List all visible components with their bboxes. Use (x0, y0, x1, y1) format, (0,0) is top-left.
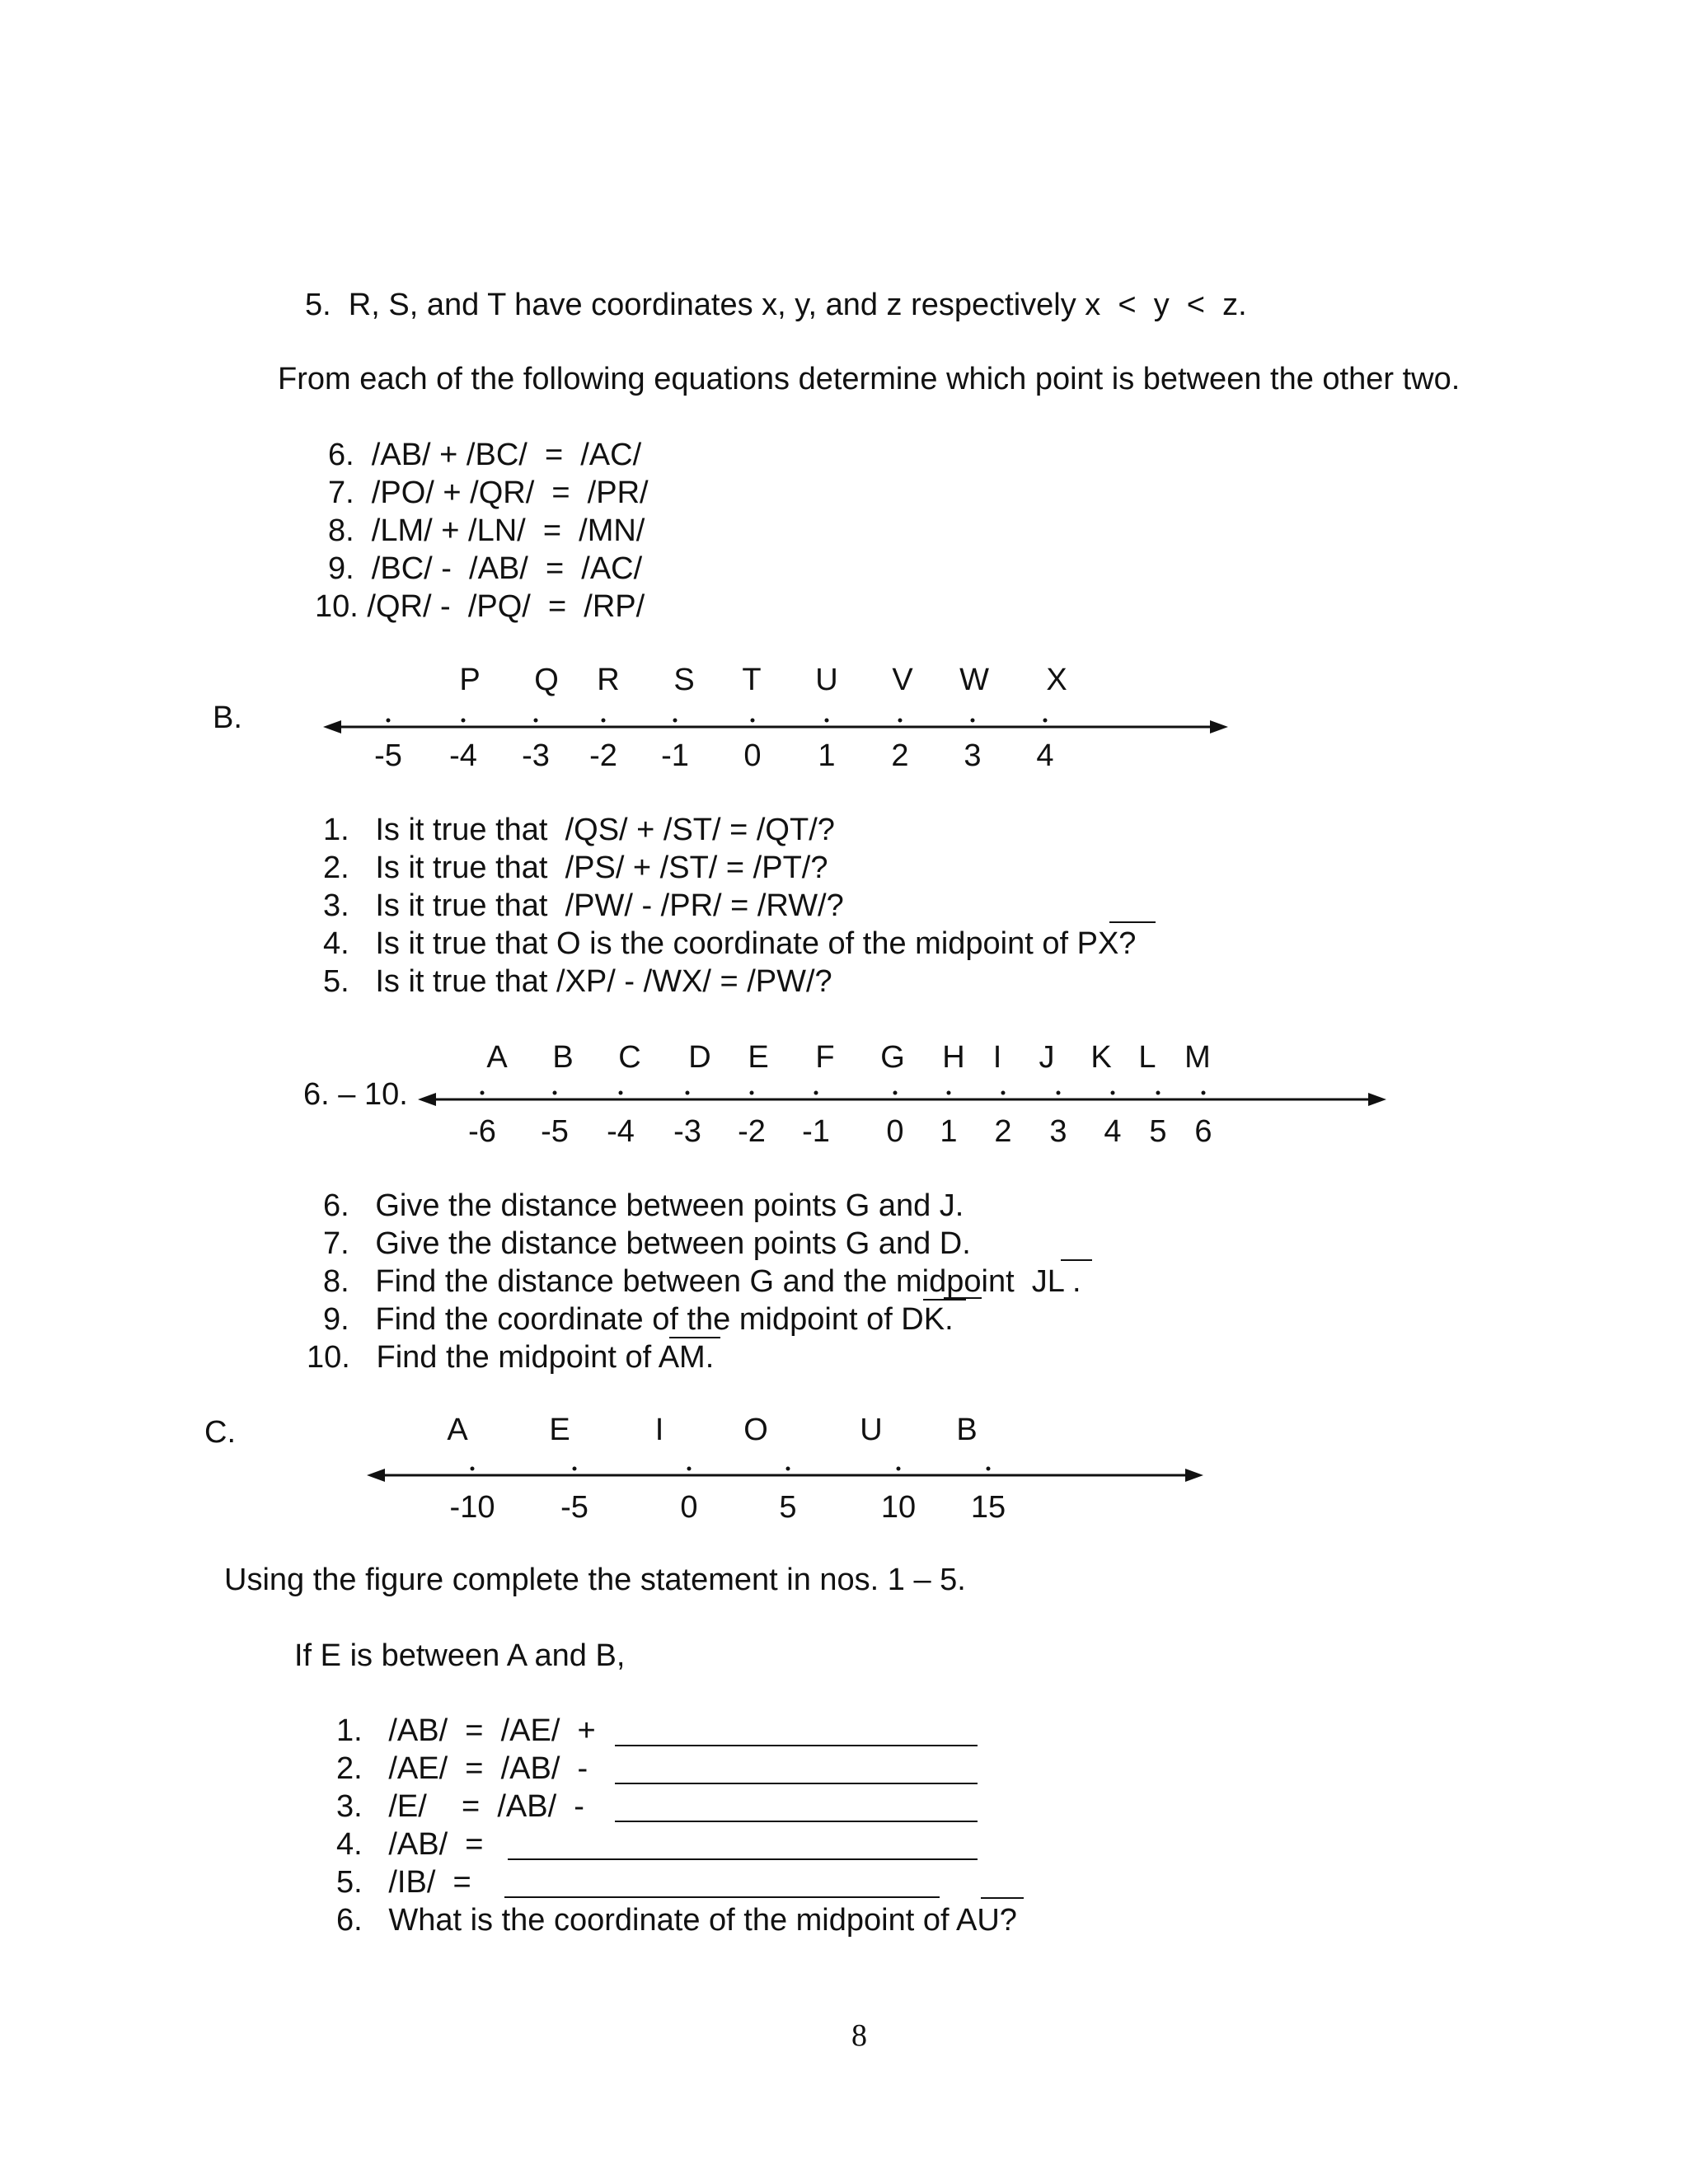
point-label-k: K (1090, 1040, 1112, 1075)
coord-label: 0 (886, 1114, 904, 1149)
point-label-u: U (815, 663, 838, 697)
q6-10-item-6: 6. Give the distance between points G and J. (323, 1188, 964, 1223)
point-label-l: L (1138, 1040, 1156, 1075)
point-label-s: S (673, 663, 695, 697)
section-6-10-label: 6. – 10. (303, 1077, 408, 1112)
point-label-p: P (459, 663, 481, 697)
point-label-e: E (748, 1040, 769, 1075)
point-label-g: G (880, 1040, 905, 1075)
equation-6: 6. /AB/ + /BC/ = /AC/ (328, 438, 642, 472)
c-item-5: 5. /IB/ = (336, 1865, 471, 1900)
tick-mark (897, 1467, 901, 1471)
c-item-4: 4. /AB/ = (336, 1827, 484, 1862)
section-c-instruction: Using the figure complete the statement in nos. 1 – 5. (224, 1563, 966, 1597)
coord-label: 5 (779, 1490, 797, 1525)
point-label-x: X (1046, 663, 1067, 697)
point-label-d: D (688, 1040, 711, 1075)
coord-label: 1 (818, 738, 836, 773)
point-label-e: E (549, 1413, 570, 1447)
c-item-6: 6. What is the coordinate of the midpoint of AU? (336, 1903, 1017, 1938)
answer-blank-4[interactable] (508, 1858, 978, 1860)
equation-10: 10. /QR/ - /PQ/ = /RP/ (315, 589, 645, 624)
b-question-5: 5. Is it true that /XP/ - /WX/ = /PW/? (323, 964, 832, 999)
point-label-f: F (815, 1040, 835, 1075)
coord-label: -1 (802, 1114, 830, 1149)
coord-label: -5 (541, 1114, 569, 1149)
section-c-condition: If E is between A and B, (294, 1638, 626, 1673)
left-arrow-icon (367, 1469, 385, 1482)
coord-label: -4 (607, 1114, 635, 1149)
tick-mark (786, 1467, 790, 1471)
point-label-a: A (447, 1413, 468, 1447)
coord-label: 0 (680, 1490, 698, 1525)
point-label-a: A (486, 1040, 508, 1075)
point-label-c: C (618, 1040, 641, 1075)
coord-label: 2 (891, 738, 909, 773)
answer-blank-5[interactable] (504, 1896, 940, 1898)
coord-label: -2 (738, 1114, 766, 1149)
equation-9: 9. /BC/ - /AB/ = /AC/ (328, 551, 643, 586)
q6-10-item-7: 7. Give the distance between points G and D. (323, 1226, 971, 1261)
coord-label: 4 (1036, 738, 1054, 773)
coord-label: -5 (374, 738, 402, 773)
coord-label: 3 (964, 738, 982, 773)
coord-label: 3 (1049, 1114, 1067, 1149)
point-label-t: T (742, 663, 762, 697)
coord-label: -4 (449, 738, 477, 773)
section-b-label: B. (213, 701, 242, 735)
problem-5-text: 5. R, S, and T have coordinates x, y, and z respectively x < y < z. (305, 288, 1247, 322)
tick-mark (573, 1467, 577, 1471)
point-label-m: M (1184, 1040, 1211, 1075)
c-item-2: 2. /AE/ = /AB/ - (336, 1751, 588, 1786)
point-label-v: V (892, 663, 913, 697)
q6-10-item-8: 8. Find the distance between G and the midpoint JL . (323, 1264, 1081, 1299)
b-question-1: 1. Is it true that /QS/ + /ST/ = /QT/? (323, 813, 835, 847)
point-label-h: H (942, 1040, 965, 1075)
point-label-o: O (743, 1413, 768, 1447)
point-label-q: Q (534, 663, 559, 697)
coord-label: 2 (994, 1114, 1012, 1149)
c-item-3: 3. /E/ = /AB/ - (336, 1789, 584, 1824)
point-label-r: R (597, 663, 620, 697)
coord-label: -3 (522, 738, 550, 773)
coord-label: 1 (940, 1114, 958, 1149)
answer-blank-2[interactable] (615, 1783, 978, 1784)
point-label-j: J (1039, 1040, 1055, 1075)
right-arrow-icon (1185, 1469, 1203, 1482)
point-label-u: U (860, 1413, 883, 1447)
segment-overline-au (981, 1897, 1024, 1899)
point-label-i: I (992, 1040, 1002, 1075)
answer-blank-3[interactable] (615, 1821, 978, 1822)
point-label-w: W (959, 663, 989, 697)
section-c-label: C. (204, 1415, 236, 1450)
coord-label: -2 (589, 738, 617, 773)
tick-mark (687, 1467, 692, 1471)
coord-label: -10 (449, 1490, 495, 1525)
coord-label: 15 (970, 1490, 1006, 1525)
b-question-3: 3. Is it true that /PW/ - /PR/ = /RW/? (323, 888, 844, 923)
point-label-i: I (654, 1413, 664, 1447)
coord-label: 5 (1149, 1114, 1167, 1149)
b-question-4: 4. Is it true that O is the coordinate of the midpoint of PX? (323, 926, 1137, 961)
b-question-2: 2. Is it true that /PS/ + /ST/ = /PT/? (323, 851, 828, 885)
c-item-1: 1. /AB/ = /AE/ + (336, 1713, 596, 1748)
equation-7: 7. /PO/ + /QR/ = /PR/ (328, 476, 649, 510)
point-label-b: B (552, 1040, 574, 1075)
q6-10-item-10: 10. Find the midpoint of AM. (307, 1340, 715, 1375)
equation-8: 8. /LM/ + /LN/ = /MN/ (328, 513, 645, 548)
between-instruction: From each of the following equations determine which point is between the other two. (278, 362, 1461, 396)
coord-label: -6 (468, 1114, 496, 1149)
coord-label: -3 (673, 1114, 701, 1149)
coord-label: 10 (880, 1490, 917, 1525)
tick-mark (987, 1467, 991, 1471)
coord-label: 0 (743, 738, 762, 773)
point-label-b: B (956, 1413, 978, 1447)
q6-10-item-9: 9. Find the coordinate of the midpoint of DK. (323, 1302, 954, 1337)
page-number: 8 (851, 2018, 867, 2053)
answer-blank-1[interactable] (615, 1745, 978, 1746)
coord-label: -1 (661, 738, 689, 773)
coord-label: -5 (560, 1490, 588, 1525)
tick-mark (471, 1467, 475, 1471)
coord-label: 6 (1194, 1114, 1212, 1149)
coord-label: 4 (1104, 1114, 1122, 1149)
